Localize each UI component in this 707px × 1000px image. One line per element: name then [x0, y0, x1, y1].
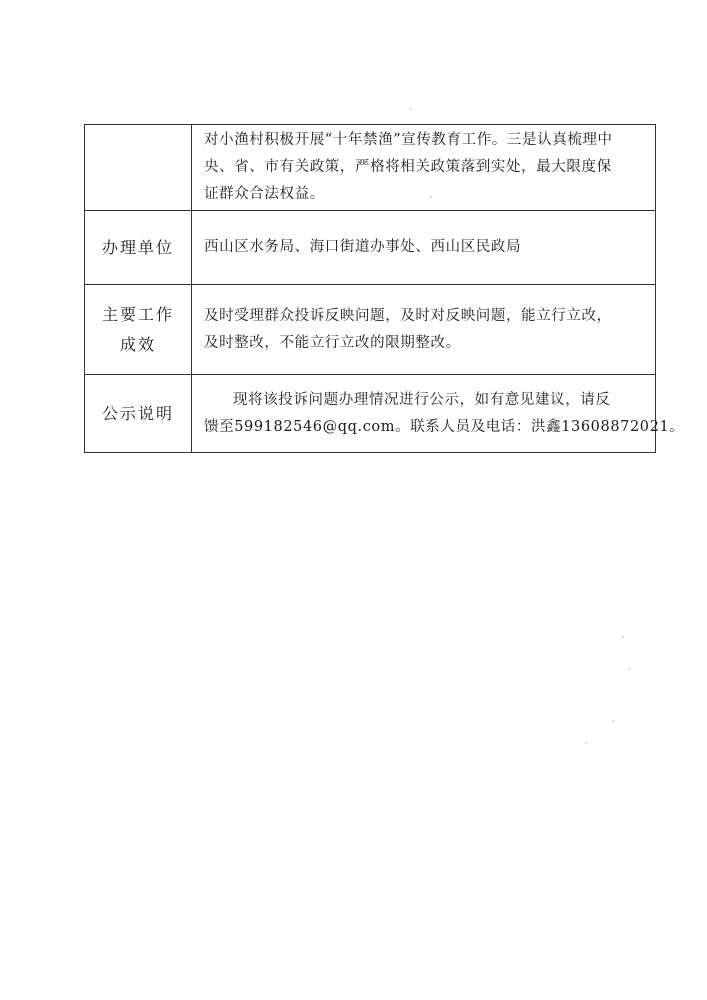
- effect-text-line: 及时受理群众投诉反映问题，及时对反映问题，能立行立改，: [204, 307, 612, 324]
- unit-value: 西山区水务局、海口街道办事处、西山区民政局: [192, 211, 656, 285]
- table-row-continued: [85, 125, 656, 211]
- scan-speck: [410, 108, 412, 110]
- disclosure-table: [84, 124, 685, 453]
- effect-value: [192, 285, 656, 375]
- table-row-effect: [85, 285, 656, 375]
- notice-label: 公示说明: [85, 375, 192, 453]
- notice-text-line: 现将该投诉问题办理情况进行公示，如有意见建议，请反: [233, 391, 611, 408]
- unit-label: 办理单位: [85, 211, 192, 285]
- scan-speck: [430, 196, 432, 198]
- effect-label-line: 主要工作: [101, 304, 174, 324]
- continued-measures-cell: [192, 125, 656, 211]
- effect-label-line: 成效: [119, 334, 156, 354]
- scan-speck: [628, 668, 630, 670]
- scan-speck: [622, 636, 624, 638]
- empty-label-cell: [85, 125, 192, 211]
- scan-speck: [585, 742, 587, 744]
- continued-text-line: 对小渔村积极开展“十年禁渔”宣传教育工作。三是认真梳理中: [204, 132, 613, 148]
- effect-text-line: 及时整改，不能立行立改的限期整改。: [204, 334, 461, 351]
- continued-text-line: 证群众合法权益。: [204, 186, 325, 202]
- notice-text-line: 馈至599182546@qq.com。联系人员及电话：洪鑫13608872021。: [204, 418, 685, 435]
- table-row-notice: [85, 375, 656, 453]
- notice-value: [192, 375, 685, 453]
- scan-speck: [612, 720, 614, 722]
- continued-text-line: 央、省、市有关政策，严格将相关政策落到实处，最大限度保: [204, 159, 612, 175]
- effect-label: [85, 285, 192, 375]
- table-row-unit: [85, 211, 656, 285]
